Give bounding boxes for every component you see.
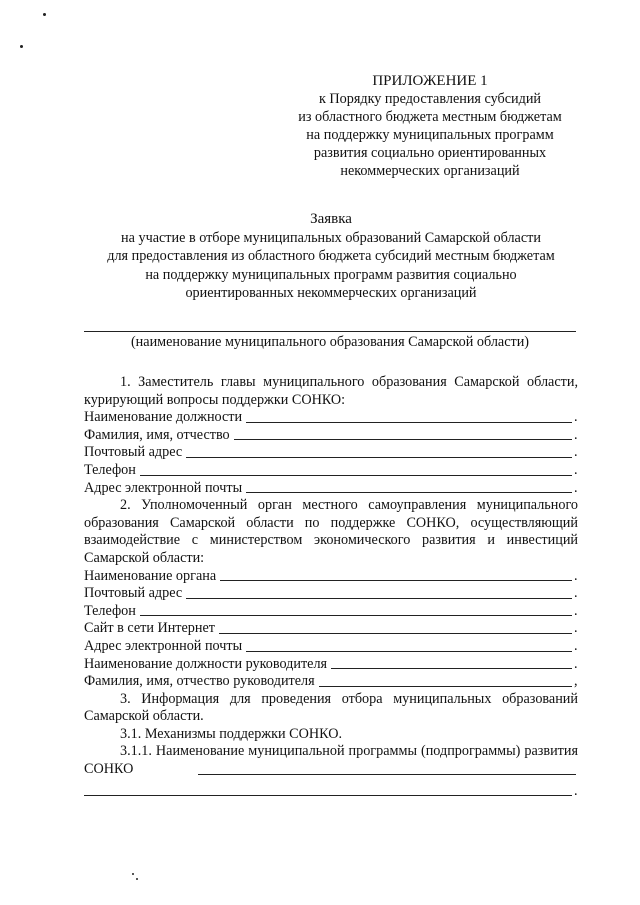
appendix-line: развития социально ориентированных	[313, 145, 547, 161]
appendix-block	[290, 72, 570, 180]
field-label: Наименование должности	[84, 409, 243, 426]
line-end-comma: ,	[574, 673, 578, 690]
section-2-heading: 2. Уполномоченный орган местного самоуправления муниципального образования Самарской области по поддержке СОНКО, осуществляющий взаимодействие с министерством экономического развития и инвестиций Самарской области:	[84, 497, 578, 566]
line-end-period: .	[574, 409, 578, 426]
fill-line[interactable]	[246, 651, 572, 652]
fill-line[interactable]	[246, 422, 572, 423]
field-s2-head-fullname[interactable]	[84, 673, 578, 691]
fill-line[interactable]	[198, 774, 576, 775]
field-label: Сайт в сети Интернет	[84, 620, 215, 637]
fill-line[interactable]	[140, 475, 572, 476]
field-label: Телефон	[84, 461, 136, 478]
line-end-period: .	[574, 782, 578, 799]
scan-speck	[43, 13, 46, 16]
line-end-period: .	[574, 620, 578, 637]
field-s2-email[interactable]	[84, 638, 578, 656]
municipality-name-line[interactable]	[84, 331, 576, 332]
field-s2-phone[interactable]	[84, 603, 578, 621]
program-name-label: 3.1.1. Наименование муниципальной программы (подпрограммы) развития СОНКО	[84, 743, 578, 778]
field-s2-body-name[interactable]	[84, 568, 578, 586]
field-label: Адрес электронной почты	[84, 479, 243, 496]
field-s1-email[interactable]	[84, 480, 578, 498]
application-title	[86, 210, 576, 303]
form-body	[84, 374, 578, 800]
appendix-line: к Порядку предоставления субсидий	[318, 91, 542, 107]
field-label: Наименование органа	[84, 567, 217, 584]
fill-line[interactable]	[246, 492, 572, 493]
appendix-heading: ПРИЛОЖЕНИЕ 1	[372, 73, 488, 89]
title-line: на участие в отборе муниципальных образований Самарской области	[121, 229, 541, 246]
fill-line[interactable]	[219, 633, 572, 634]
appendix-line: некоммерческих организаций	[340, 163, 520, 179]
appendix-line: из областного бюджета местным бюджетам	[298, 109, 562, 125]
field-label: Адрес электронной почты	[84, 637, 243, 654]
appendix-line: на поддержку муниципальных программ	[306, 127, 554, 143]
scan-speck	[136, 878, 138, 880]
fill-line[interactable]	[331, 668, 572, 669]
fill-line[interactable]	[186, 457, 572, 458]
field-label: Фамилия, имя, отчество руководителя	[84, 673, 315, 690]
municipality-caption: (наименование муниципального образования Самарской области)	[130, 334, 530, 350]
title-line: для предоставления из областного бюджета субсидий местным бюджетам	[107, 248, 555, 264]
line-end-period: .	[574, 655, 578, 672]
field-label: Телефон	[84, 602, 136, 619]
program-name-fill-2[interactable]	[84, 783, 578, 801]
field-s1-position[interactable]	[84, 409, 578, 427]
line-end-period: .	[574, 637, 578, 654]
field-label: Фамилия, имя, отчество	[84, 426, 230, 443]
field-s2-head-position[interactable]	[84, 656, 578, 674]
line-end-period: .	[574, 567, 578, 584]
line-end-period: .	[574, 602, 578, 619]
section-1-heading: 1. Заместитель главы муниципального образования Самарской области, курирующий вопросы поддержки СОНКО:	[84, 374, 578, 408]
field-s2-postal-address[interactable]	[84, 585, 578, 603]
field-label: Почтовый адрес	[84, 585, 183, 602]
section-3-heading: 3. Информация для проведения отбора муниципальных образований Самарской области.	[84, 690, 578, 725]
field-s1-fullname[interactable]	[84, 427, 578, 445]
program-name-fill-1[interactable]	[84, 761, 578, 779]
line-end-period: .	[574, 479, 578, 496]
field-s1-postal-address[interactable]	[84, 444, 578, 462]
line-end-period: .	[574, 585, 578, 602]
section-3-1-heading: 3.1. Механизмы поддержки СОНКО.	[120, 725, 343, 742]
title-line: на поддержку муниципальных программ развития социально	[145, 266, 517, 283]
field-s1-phone[interactable]	[84, 462, 578, 480]
field-label: Наименование должности руководителя	[84, 655, 328, 672]
line-end-period: .	[574, 426, 578, 443]
scan-speck	[132, 873, 134, 875]
fill-line[interactable]	[319, 686, 572, 687]
line-end-period: .	[574, 444, 578, 461]
scan-speck	[20, 45, 23, 48]
field-label: Почтовый адрес	[84, 444, 183, 461]
fill-line[interactable]	[186, 598, 572, 599]
title-word: Заявка	[310, 211, 352, 227]
field-s2-website[interactable]	[84, 620, 578, 638]
fill-line[interactable]	[140, 615, 572, 616]
title-line: ориентированных некоммерческих организаций	[185, 285, 477, 301]
fill-line[interactable]	[234, 439, 572, 440]
line-end-period: .	[574, 461, 578, 478]
fill-line[interactable]	[84, 795, 572, 796]
fill-line[interactable]	[220, 580, 572, 581]
